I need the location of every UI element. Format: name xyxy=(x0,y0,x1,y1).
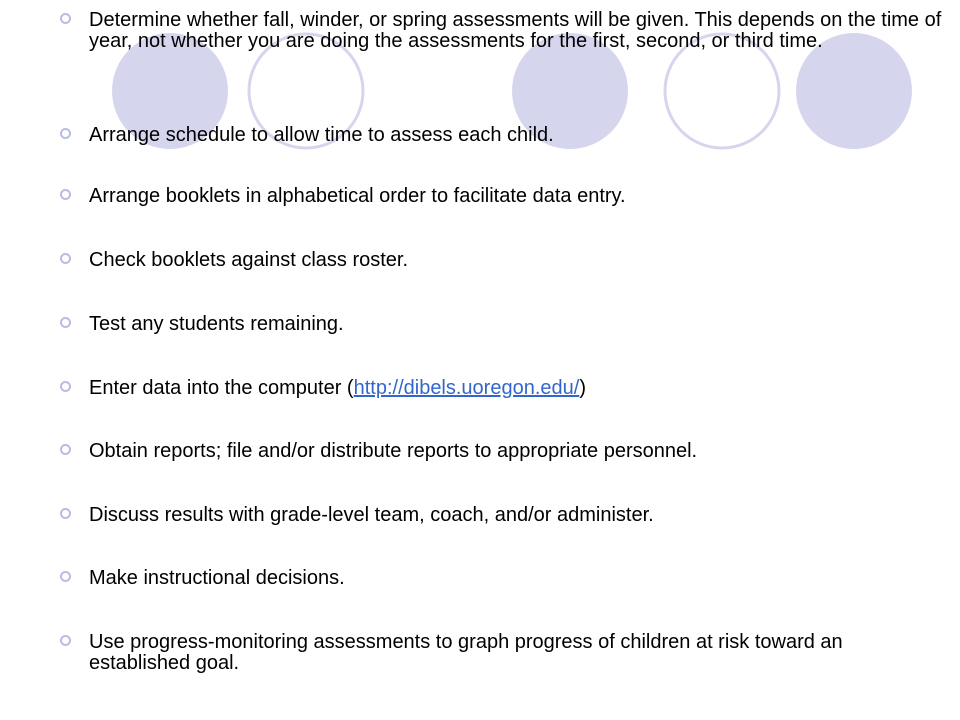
bullet-text-after: ) xyxy=(579,377,586,399)
bullet-text: Test any students remaining. xyxy=(89,313,344,335)
dibels-link[interactable]: http://dibels.uoregon.edu/ xyxy=(353,377,580,399)
bullet-text: Discuss results with grade-level team, coach, and/or administer. xyxy=(89,504,654,526)
hollow-circle-bullet-icon xyxy=(60,189,71,200)
hollow-circle-bullet-icon xyxy=(60,253,71,264)
bullet-text: Make instructional decisions. xyxy=(89,567,345,589)
bullet-text: Check booklets against class roster. xyxy=(89,249,409,271)
bullet-text-before: Enter data into the computer ( xyxy=(89,377,354,399)
bullet-text: Obtain reports; file and/or distribute reports to appropriate personnel. xyxy=(89,440,698,462)
hollow-circle-bullet-icon xyxy=(60,13,71,24)
hollow-circle-bullet-icon xyxy=(60,571,71,582)
bullet-text: Use progress-monitoring assessments to graph progress of children at risk toward an established goal. xyxy=(89,631,843,674)
bullet-text: Arrange booklets in alphabetical order to facilitate data entry. xyxy=(89,185,626,207)
bullet-text: Arrange schedule to allow time to assess each child. xyxy=(89,124,554,146)
hollow-circle-bullet-icon xyxy=(60,508,71,519)
bullet-text: Determine whether fall, winder, or spring assessments will be given. This depends on the time of year, not whether you are doing the assessments for the first, second, or third time. xyxy=(89,9,942,52)
hollow-circle-bullet-icon xyxy=(60,381,71,392)
hollow-circle-bullet-icon xyxy=(60,444,71,455)
hollow-circle-bullet-icon xyxy=(60,317,71,328)
bullet-text xyxy=(89,378,949,399)
hollow-circle-bullet-icon xyxy=(60,635,71,646)
hollow-circle-bullet-icon xyxy=(60,128,71,139)
